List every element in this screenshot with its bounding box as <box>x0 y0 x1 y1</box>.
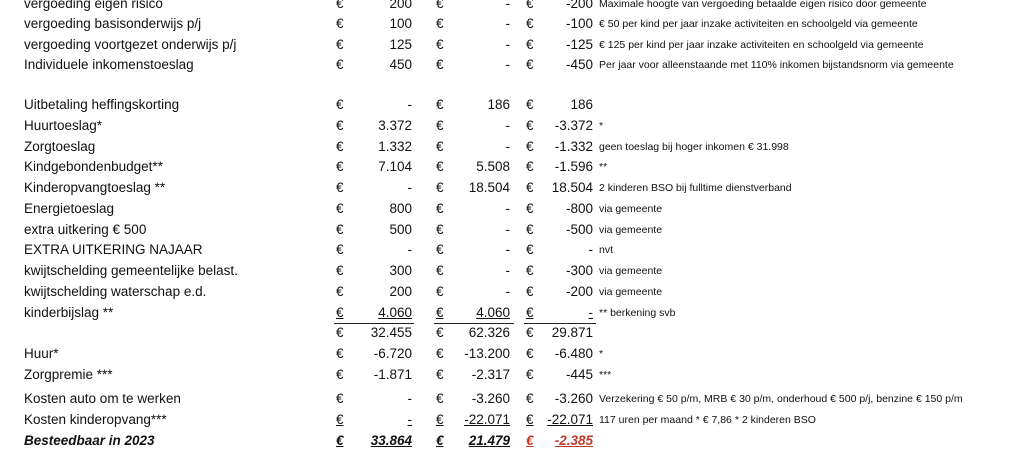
cell-v2: -2.317 <box>471 367 510 382</box>
cell-c1: € <box>336 391 344 406</box>
cell-label: Kosten kinderopvang*** <box>24 412 167 427</box>
cell-label: extra uitkering € 500 <box>24 222 147 237</box>
table-row <box>0 137 1030 157</box>
cell-v2: -13.200 <box>464 346 510 361</box>
cell-c1: € <box>336 139 344 154</box>
cell-c2: € <box>436 222 444 237</box>
cell-v1: 1.332 <box>378 139 412 154</box>
cell-v3: -2.385 <box>554 433 593 448</box>
subtotal-line-1 <box>334 323 414 324</box>
cell-c2: € <box>436 367 444 382</box>
table-row <box>0 431 1030 451</box>
cell-c3: € <box>526 97 534 112</box>
cell-v3: -300 <box>565 263 593 278</box>
cell-label: Kosten auto om te werken <box>24 391 181 406</box>
cell-c2: € <box>436 16 444 31</box>
table-row <box>0 0 1030 14</box>
cell-v2: - <box>505 139 510 154</box>
cell-v2: -22.071 <box>464 412 510 427</box>
cell-c3: € <box>526 263 534 278</box>
cell-v3: 29.871 <box>551 325 593 340</box>
table-row <box>0 178 1030 198</box>
cell-v3: -450 <box>565 57 593 72</box>
cell-v2: - <box>505 242 510 257</box>
cell-note: via gemeente <box>599 265 663 277</box>
cell-c2: € <box>436 263 444 278</box>
table-row <box>0 323 1030 343</box>
cell-c3: € <box>526 391 534 406</box>
cell-c3: € <box>526 222 534 237</box>
cell-c2: € <box>436 37 444 52</box>
cell-c2: € <box>436 118 444 133</box>
cell-v3: -800 <box>565 201 593 216</box>
cell-c2: € <box>436 325 444 340</box>
cell-c3: € <box>526 325 534 340</box>
cell-c1: € <box>336 57 344 72</box>
cell-c1: € <box>336 16 344 31</box>
cell-c3: € <box>526 412 534 427</box>
table-row <box>0 220 1030 240</box>
cell-v2: - <box>505 57 510 72</box>
cell-v2: 4.060 <box>476 305 510 320</box>
cell-label: Besteedbaar in 2023 <box>24 433 155 448</box>
cell-c3: € <box>526 284 534 299</box>
cell-label: Kinderopvangtoeslag ** <box>24 180 166 195</box>
cell-c3: € <box>526 16 534 31</box>
cell-c2: € <box>436 391 444 406</box>
cell-c3: € <box>526 57 534 72</box>
subtotal-line-2 <box>434 323 514 324</box>
cell-v1: 32.455 <box>370 325 412 340</box>
cell-v3: -22.071 <box>547 412 593 427</box>
cell-v3: - <box>588 305 593 320</box>
cell-v1: 450 <box>389 57 412 72</box>
table-row <box>0 261 1030 281</box>
cell-c3: € <box>526 118 534 133</box>
table-row <box>0 35 1030 55</box>
cell-v2: -3.260 <box>471 391 510 406</box>
cell-v2: - <box>505 222 510 237</box>
cell-label: Individuele inkomenstoeslag <box>24 57 194 72</box>
cell-v2: - <box>505 263 510 278</box>
table-row <box>0 95 1030 115</box>
cell-c3: € <box>526 201 534 216</box>
cell-v1: 500 <box>389 222 412 237</box>
cell-v2: - <box>505 118 510 133</box>
cell-v3: -3.260 <box>554 391 593 406</box>
cell-c2: € <box>436 139 444 154</box>
cell-c1: € <box>336 222 344 237</box>
cell-note: € 50 per kind per jaar inzake activiteiten en schoolgeld via gemeente <box>599 18 918 30</box>
cell-c2: € <box>436 180 444 195</box>
cell-c3: € <box>526 180 534 195</box>
cell-v2: - <box>505 201 510 216</box>
cell-c1: € <box>336 305 344 320</box>
cell-label: Energietoeslag <box>24 201 115 216</box>
cell-v2: 18.504 <box>468 180 510 195</box>
cell-note: € 125 per kind per jaar inzake activiteiten en schoolgeld via gemeente <box>599 39 924 51</box>
cell-v3: -1.332 <box>554 139 593 154</box>
cell-note: Per jaar voor alleenstaande met 110% inkomen bijstandsnorm via gemeente <box>599 59 954 71</box>
cell-v3: 186 <box>570 97 593 112</box>
cell-v1: 7.104 <box>378 159 412 174</box>
cell-note: ** <box>599 161 608 173</box>
cell-v2: 186 <box>487 97 510 112</box>
cell-label: Uitbetaling heffingskorting <box>24 97 180 112</box>
cell-note: via gemeente <box>599 286 663 298</box>
cell-c3: € <box>526 159 534 174</box>
cell-note: geen toeslag bij hoger inkomen € 31.998 <box>599 141 789 153</box>
cell-v3: -445 <box>565 367 593 382</box>
cell-v2: 5.508 <box>476 159 510 174</box>
cell-v3: -200 <box>565 0 593 11</box>
cell-c1: € <box>336 412 344 427</box>
cell-c3: € <box>526 139 534 154</box>
cell-label: Huurtoeslag* <box>24 118 103 133</box>
cell-v2: - <box>505 0 510 11</box>
cell-c1: € <box>336 284 344 299</box>
cell-label: Huur* <box>24 346 59 361</box>
cell-v1: - <box>407 180 412 195</box>
table-row <box>0 199 1030 219</box>
cell-v1: 100 <box>389 16 412 31</box>
cell-c2: € <box>436 97 444 112</box>
cell-v3: -6.480 <box>554 346 593 361</box>
cell-v3: -200 <box>565 284 593 299</box>
cell-v3: -100 <box>565 16 593 31</box>
cell-note: Verzekering € 50 p/m, MRB € 30 p/m, onderhoud € 500 p/j, benzine € 150 p/m <box>599 393 963 405</box>
table-row <box>0 14 1030 34</box>
cell-c1: € <box>336 433 344 448</box>
cell-c2: € <box>436 0 444 11</box>
cell-v1: - <box>407 412 412 427</box>
cell-c2: € <box>436 57 444 72</box>
cell-v2: - <box>505 16 510 31</box>
cell-c3: € <box>526 346 534 361</box>
table-row <box>0 116 1030 136</box>
cell-v1: 800 <box>389 201 412 216</box>
cell-v1: 3.372 <box>378 118 412 133</box>
cell-label: Zorgpremie *** <box>24 367 113 382</box>
cell-c2: € <box>436 159 444 174</box>
cell-c2: € <box>436 305 444 320</box>
cell-label: vergoeding voortgezet onderwijs p/j <box>24 37 237 52</box>
cell-c1: € <box>336 242 344 257</box>
cell-label: Zorgtoeslag <box>24 139 96 154</box>
cell-note: 2 kinderen BSO bij fulltime dienstverband <box>599 182 792 194</box>
cell-note: * <box>599 348 604 360</box>
cell-v1: 200 <box>389 0 412 11</box>
cell-c3: € <box>526 433 534 448</box>
cell-c1: € <box>336 325 344 340</box>
cell-note: 117 uren per maand * € 7,86 * 2 kinderen BSO <box>599 414 816 426</box>
cell-v1: 33.864 <box>370 433 412 448</box>
cell-note: ** berkening svb <box>599 307 676 319</box>
cell-c2: € <box>436 346 444 361</box>
cell-c1: € <box>336 201 344 216</box>
cell-note: Maximale hoogte van vergoeding betaalde eigen risico door gemeente <box>599 0 927 10</box>
cell-label: vergoeding eigen risico <box>24 0 163 11</box>
cell-c2: € <box>436 412 444 427</box>
cell-v1: 125 <box>389 37 412 52</box>
cell-v3: - <box>588 242 593 257</box>
cell-label: kinderbijslag ** <box>24 305 114 320</box>
cell-v2: 62.326 <box>468 325 510 340</box>
cell-v2: 21.479 <box>468 433 510 448</box>
cell-v3: 18.504 <box>551 180 593 195</box>
table-row <box>0 55 1030 75</box>
cell-c3: € <box>526 367 534 382</box>
table-row <box>0 389 1030 409</box>
cell-v3: -3.372 <box>554 118 593 133</box>
table-row <box>0 410 1030 430</box>
cell-c2: € <box>436 201 444 216</box>
cell-label: kwijtschelding waterschap e.d. <box>24 284 207 299</box>
cell-label: EXTRA UITKERING NAJAAR <box>24 242 203 257</box>
table-row <box>0 365 1030 385</box>
cell-v3: -500 <box>565 222 593 237</box>
cell-c1: € <box>336 0 344 11</box>
cell-v2: - <box>505 37 510 52</box>
cell-v1: 4.060 <box>378 305 412 320</box>
cell-c1: € <box>336 367 344 382</box>
cell-c3: € <box>526 0 534 11</box>
cell-v1: 200 <box>389 284 412 299</box>
cell-c1: € <box>336 118 344 133</box>
cell-v3: -1.596 <box>554 159 593 174</box>
cell-c3: € <box>526 37 534 52</box>
cell-c2: € <box>436 284 444 299</box>
cell-note: *** <box>599 369 612 381</box>
cell-label: vergoeding basisonderwijs p/j <box>24 16 202 31</box>
table-row <box>0 282 1030 302</box>
cell-label: kwijtschelding gemeentelijke belast. <box>24 263 238 278</box>
cell-c2: € <box>436 433 444 448</box>
subtotal-line-3 <box>524 323 596 324</box>
cell-c1: € <box>336 37 344 52</box>
cell-c1: € <box>336 180 344 195</box>
cell-v1: 300 <box>389 263 412 278</box>
table-row <box>0 157 1030 177</box>
cell-note: * <box>599 120 604 132</box>
table-row <box>0 240 1030 260</box>
cell-v3: -125 <box>565 37 593 52</box>
cell-note: via gemeente <box>599 203 663 215</box>
cell-c1: € <box>336 159 344 174</box>
cell-c1: € <box>336 97 344 112</box>
cell-c1: € <box>336 263 344 278</box>
table-row <box>0 344 1030 364</box>
cell-c3: € <box>526 242 534 257</box>
cell-label: Kindgebondenbudget** <box>24 159 163 174</box>
cell-v1: -6.720 <box>373 346 412 361</box>
cell-c3: € <box>526 305 534 320</box>
cell-c2: € <box>436 242 444 257</box>
cell-c1: € <box>336 346 344 361</box>
table-row <box>0 303 1030 323</box>
cell-v2: - <box>505 284 510 299</box>
cell-note: via gemeente <box>599 224 663 236</box>
cell-note: nvt <box>599 244 614 256</box>
cell-v1: -1.871 <box>373 367 412 382</box>
cell-v1: - <box>407 242 412 257</box>
cell-v1: - <box>407 391 412 406</box>
cell-v1: - <box>407 97 412 112</box>
